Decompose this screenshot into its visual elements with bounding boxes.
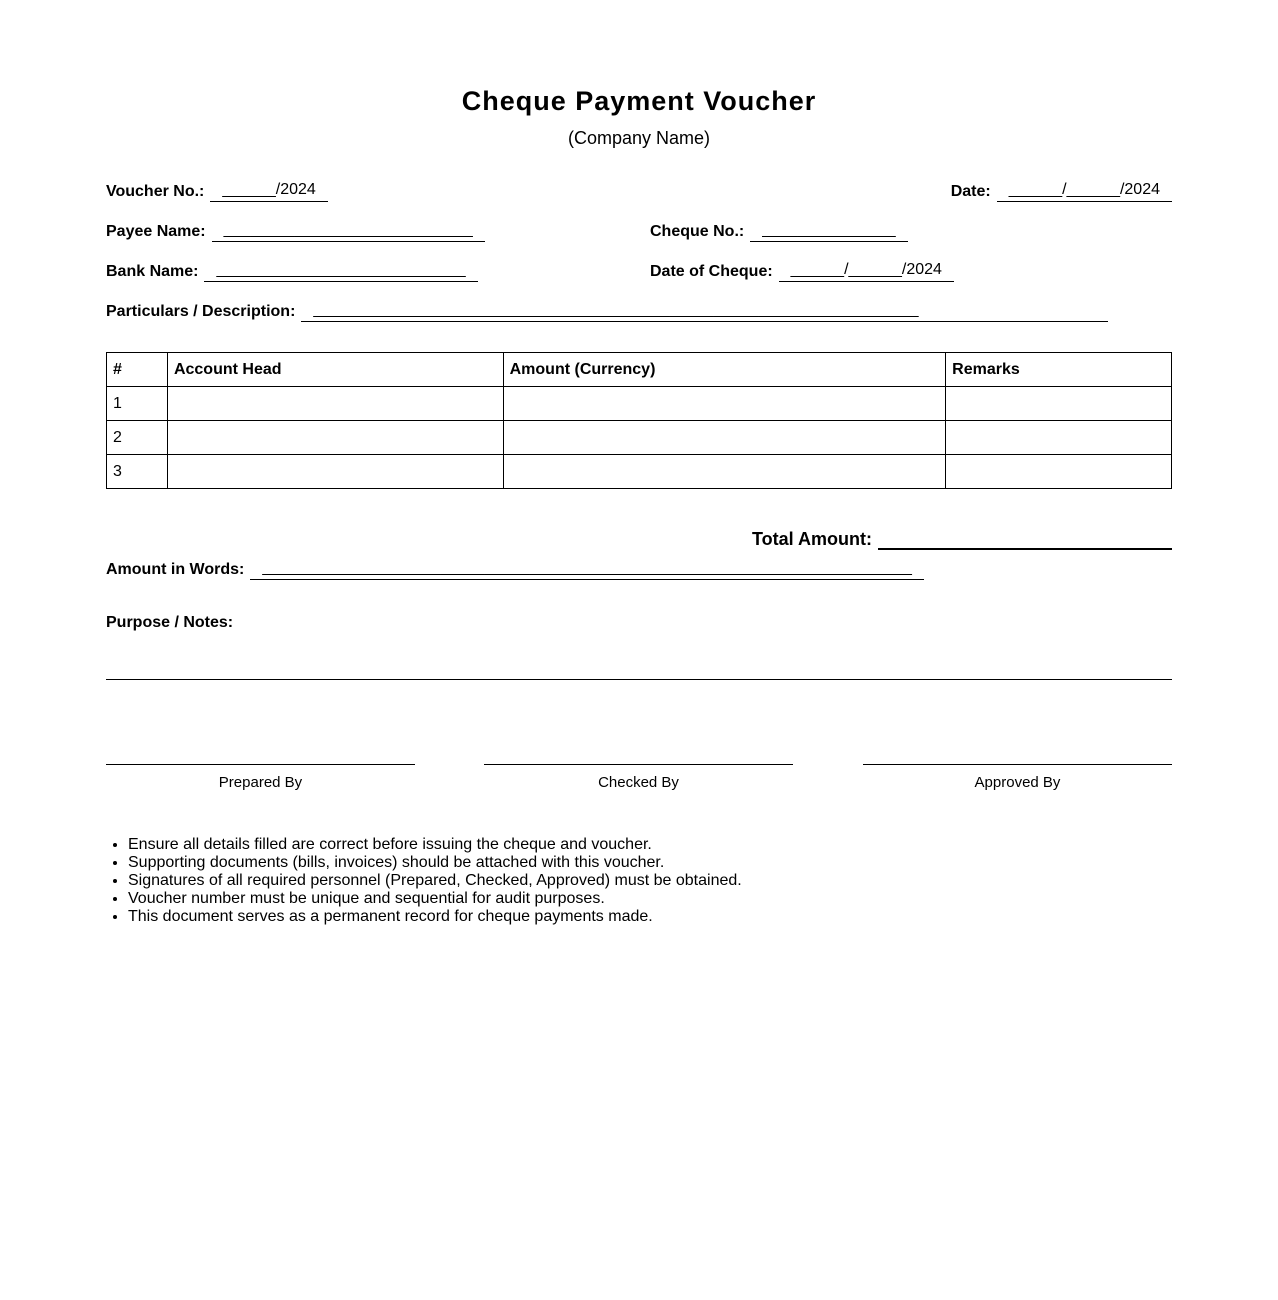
guidelines-list	[106, 836, 742, 926]
particulars-label: Particulars / Description:	[106, 303, 296, 320]
row-number-cell: 3	[107, 455, 168, 489]
payee-name-field	[106, 218, 485, 242]
bank-name-field	[106, 258, 478, 282]
cheque-date-field	[650, 258, 954, 282]
account-head-cell[interactable]	[167, 387, 503, 421]
account-table	[106, 352, 1172, 489]
bank-name-label: Bank Name:	[106, 263, 199, 280]
amount-cell[interactable]	[503, 455, 946, 489]
table-row	[107, 421, 1172, 455]
page-title: Cheque Payment Voucher	[461, 86, 817, 116]
date-field	[951, 178, 1172, 202]
table-row	[107, 387, 1172, 421]
particulars-field	[106, 298, 1108, 322]
total-amount-input[interactable]	[878, 528, 1172, 550]
table-row	[107, 455, 1172, 489]
row-number-cell: 2	[107, 421, 168, 455]
payee-name-label: Payee Name:	[106, 223, 206, 240]
particulars-input[interactable]: ____________________________________________________________________	[301, 300, 1108, 322]
list-item: • Supporting documents (bills, invoices) should be attached with this voucher.	[128, 854, 742, 872]
prepared-by-signature: Prepared By	[106, 764, 415, 791]
column-header-number: #	[107, 353, 168, 387]
amount-in-words-input[interactable]: _________________________________________________________________________	[250, 558, 924, 580]
list-item: • Signatures of all required personnel (Prepared, Checked, Approved) must be obtained.	[128, 872, 742, 890]
amount-in-words-label: Amount in Words:	[106, 561, 245, 578]
voucher-no-field	[106, 178, 328, 202]
cheque-no-input[interactable]: _______________	[750, 220, 907, 242]
voucher-no-label: Voucher No.:	[106, 183, 205, 200]
payee-name-input[interactable]: ____________________________	[212, 220, 485, 242]
company-name: (Company Name)	[567, 128, 711, 148]
list-item: • This document serves as a permanent record for cheque payments made.	[128, 908, 742, 926]
date-label: Date:	[950, 183, 991, 200]
amount-cell[interactable]	[503, 421, 946, 455]
checked-by-signature: Checked By	[484, 764, 793, 791]
column-header-account-head: Account Head	[167, 353, 503, 387]
purpose-notes-label: Purpose / Notes:	[106, 614, 234, 631]
table-header-row	[107, 353, 1172, 387]
date-input[interactable]: ______/______/2024	[997, 180, 1172, 202]
account-head-cell[interactable]	[167, 455, 503, 489]
purpose-notes-input[interactable]	[106, 679, 1172, 680]
amount-cell[interactable]	[503, 387, 946, 421]
cheque-date-input[interactable]: ______/______/2024	[779, 260, 954, 282]
approved-by-signature: Approved By	[863, 764, 1172, 791]
voucher-no-input[interactable]: ______/2024	[210, 180, 327, 202]
remarks-cell[interactable]	[946, 421, 1172, 455]
bank-name-input[interactable]: ____________________________	[204, 260, 477, 282]
cheque-no-field	[650, 218, 908, 242]
total-amount-field	[752, 528, 1172, 550]
total-amount-label: Total Amount:	[752, 529, 872, 549]
account-head-cell[interactable]	[167, 421, 503, 455]
column-header-amount: Amount (Currency)	[503, 353, 946, 387]
cheque-no-label: Cheque No.:	[650, 223, 745, 240]
cheque-date-label: Date of Cheque:	[650, 263, 773, 280]
column-header-remarks: Remarks	[946, 353, 1172, 387]
remarks-cell[interactable]	[946, 455, 1172, 489]
row-number-cell: 1	[107, 387, 168, 421]
list-item: • Ensure all details filled are correct before issuing the cheque and voucher.	[128, 836, 742, 854]
remarks-cell[interactable]	[946, 387, 1172, 421]
list-item: • Voucher number must be unique and sequential for audit purposes.	[128, 890, 742, 908]
amount-in-words-field	[106, 556, 924, 580]
